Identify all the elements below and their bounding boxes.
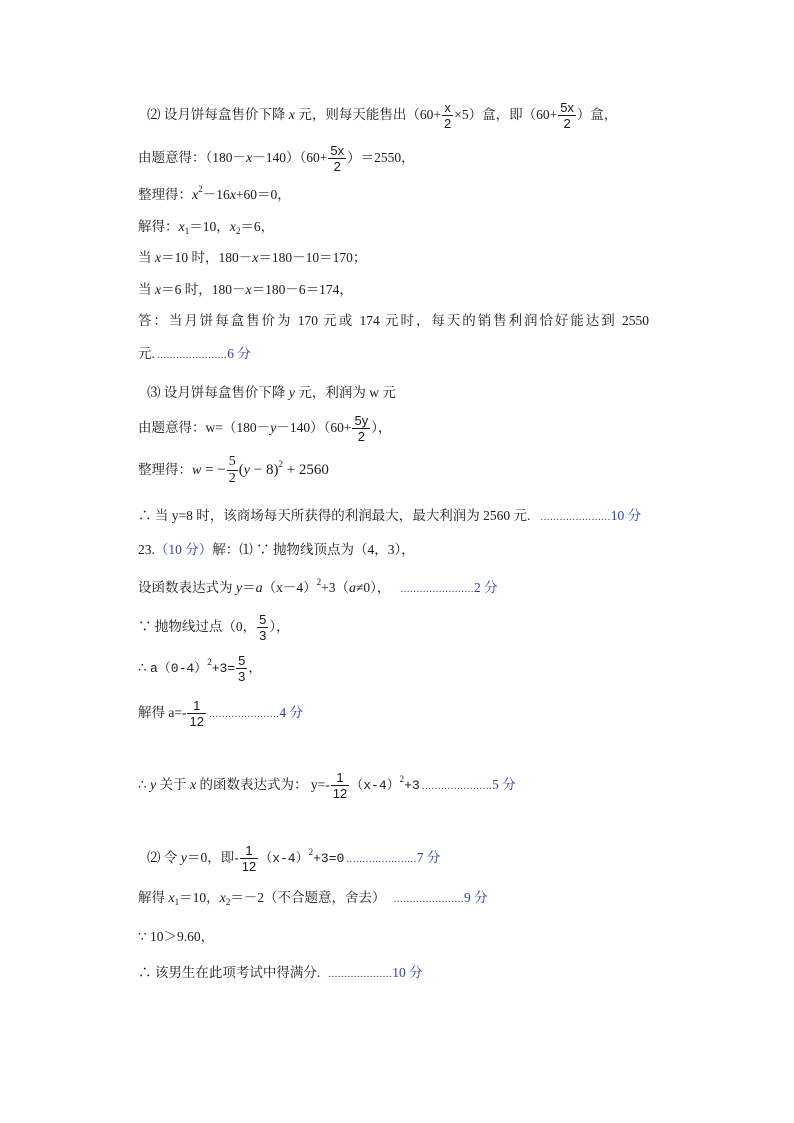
text: ∴ (138, 660, 150, 675)
superscript: 2 (207, 657, 212, 667)
subscript: 2 (225, 897, 231, 907)
variable: a (348, 581, 356, 596)
fraction-numerator: 1 (187, 699, 205, 714)
score-dots: ...................... (208, 708, 280, 720)
text: ＝ (242, 580, 256, 595)
formula (192, 454, 329, 487)
text: ＝10 时，180－ (161, 250, 253, 265)
text: 设函数表达式为 (138, 580, 236, 595)
q22-part3-setup (147, 377, 396, 409)
answer-text: 答：当月饼每盒售价为 170 元或 174 元时，每天的销售利润恰好能达到 2550 (138, 313, 649, 328)
variable: x (154, 251, 162, 266)
q23-part2-setup (147, 842, 440, 874)
q22-part3-equation (138, 412, 391, 444)
score-dots: .................... (328, 968, 393, 980)
fraction-denominator: 3 (259, 628, 267, 644)
text: －140）（60+ (276, 420, 352, 435)
q22-part2-simplified (138, 179, 291, 211)
variable: x (168, 891, 175, 906)
score-dots: ...................... (393, 893, 464, 905)
text: （x－4） (262, 580, 317, 595)
fraction-numerator: 5 (238, 653, 246, 669)
text: ×5）盒，即（60+ (454, 107, 558, 122)
q23-part2-conclusion (138, 957, 423, 989)
q23-part2-roots (138, 882, 488, 914)
variable: a (255, 581, 263, 596)
fraction (328, 144, 346, 173)
expression: （x-4） (350, 778, 400, 793)
text: ）盒， (576, 107, 618, 122)
fraction-numerator: 1 (240, 844, 258, 859)
operator: = − (201, 462, 226, 478)
variable: w (192, 463, 202, 478)
q23-part1-solve-a (138, 697, 303, 729)
fraction-denominator: 2 (228, 471, 236, 487)
text: 解得 (138, 890, 169, 905)
superscript: 2 (278, 459, 283, 469)
fraction (352, 414, 370, 443)
text: 元. (138, 346, 155, 361)
text: ＝10， (189, 219, 230, 234)
variable: y (235, 581, 243, 596)
q22-part2-case-6 (138, 274, 353, 306)
fraction-denominator: 12 (189, 714, 204, 730)
fraction-numerator: 5 (259, 612, 267, 628)
text: ∵ 10＞9.60， (138, 929, 215, 944)
text: ＝6， (240, 219, 275, 234)
text: − 8) (249, 462, 279, 478)
fraction-denominator: 3 (238, 669, 246, 685)
score-label: 4 分 (279, 705, 303, 720)
text: 设月饼每盒售价下降 (160, 107, 289, 122)
fraction (442, 101, 453, 130)
variable: x (246, 151, 253, 166)
variable: x (252, 251, 259, 266)
subscript: 2 (235, 226, 241, 236)
text: + 2560 (282, 462, 329, 478)
fraction-denominator: 2 (563, 116, 571, 132)
text: 解：⑴ ∵ 抛物线顶点为（4，3）， (212, 542, 415, 557)
part-label: ⑶ (147, 385, 161, 400)
question-number: 23. (138, 542, 155, 557)
paren: ( (238, 462, 244, 478)
variable: x (245, 283, 252, 298)
text: ＝180－6＝174， (251, 282, 353, 297)
text: 设月饼每盒售价下降 (160, 385, 289, 400)
subscript: 1 (184, 226, 190, 236)
fraction-numerator: 5y (354, 413, 369, 429)
q22-part2-answer-end (138, 338, 251, 370)
variable: x (189, 778, 197, 793)
q22-part3-conclusion (138, 500, 641, 532)
score-label: 2 分 (474, 580, 498, 595)
score-dots: ...................... (346, 853, 417, 865)
text: ∵ 抛物线过点（0， (138, 619, 257, 634)
text: ⑵ 令 (147, 850, 181, 865)
variable: x (178, 220, 185, 235)
score-dots: ...................... (421, 780, 493, 792)
fraction-denominator: 12 (332, 786, 348, 802)
variable: y (149, 778, 157, 793)
text: ）＝2550， (347, 150, 415, 165)
text: 由题意得：w=（180－ (138, 420, 271, 435)
q23-part1-point (138, 611, 290, 643)
score-label: 7 分 (416, 850, 441, 865)
q23-part1-form (138, 572, 498, 604)
fraction-numerator: 5 (228, 454, 236, 470)
expression: a（0-4） (149, 661, 208, 676)
score-dots: ...................... (156, 349, 228, 361)
superscript: 2 (316, 577, 322, 587)
text: 关于 (156, 777, 190, 792)
text: 解得： (138, 219, 179, 234)
fraction (558, 101, 576, 130)
text: +3（ (321, 580, 349, 595)
variable: y (180, 851, 187, 866)
text: ＝10， (179, 890, 220, 905)
text: －140）（60+ (252, 150, 328, 165)
superscript: 2 (308, 847, 314, 857)
q22-part2-answer (138, 305, 649, 337)
q23-header (138, 534, 415, 566)
text: 整理得： (138, 462, 192, 477)
variable: y (288, 386, 295, 401)
variable: x (229, 188, 236, 203)
variable: x (219, 891, 226, 906)
score-label: 6 分 (227, 346, 251, 361)
text: 的函数表达式为： y=- (196, 777, 330, 792)
variable: x (288, 108, 295, 123)
part-label: ⑵ (147, 107, 161, 122)
text: ＝－2（不合题意，舍去） (230, 890, 386, 905)
superscript: 2 (198, 184, 203, 194)
fraction-denominator: 2 (443, 116, 452, 132)
text: +60＝0， (235, 187, 291, 202)
text: 元，利润为 w 元 (294, 385, 396, 400)
score-label: 10 分 (610, 508, 642, 523)
q22-part2-equation (138, 142, 415, 174)
score-label: 5 分 (492, 777, 516, 792)
fraction (236, 654, 247, 683)
text: ∴ 该男生在此项考试中得满分. (138, 965, 321, 980)
fraction (331, 771, 349, 800)
q23-part1-result (138, 769, 516, 801)
text: ）， (269, 619, 290, 634)
fraction (240, 844, 258, 873)
expression: （x-4） (259, 851, 309, 866)
fraction-numerator: 5x (560, 100, 574, 116)
text: ≠0）， (355, 580, 391, 595)
text: ＝180－10＝170； (258, 250, 367, 265)
score-label: 9 分 (463, 890, 488, 905)
q22-part2-case-10 (138, 242, 366, 274)
text: ∴ (138, 777, 150, 792)
expression: +3=0 (313, 851, 345, 866)
text: ∴ 当 y=8 时，该商场每天所获得的利润最大，最大利润为 2560 元. (138, 508, 531, 523)
q23-part2-compare (138, 921, 214, 953)
text: ）， (371, 420, 392, 435)
superscript: 2 (399, 774, 405, 784)
fraction-numerator: x (442, 101, 453, 116)
text: 由题意得：（180－ (138, 150, 246, 165)
text: 元，则每天能售出（60+ (294, 107, 441, 122)
fraction (227, 455, 238, 486)
text: 当 (138, 282, 155, 297)
q22-part2-setup (147, 99, 617, 131)
question-points: （10 分） (154, 542, 213, 557)
score-label: 10 分 (392, 965, 423, 980)
expression: +3 (404, 778, 420, 793)
fraction-denominator: 2 (357, 429, 365, 445)
q22-part2-roots (138, 211, 274, 243)
text: 解得 a=- (138, 705, 187, 720)
fraction-numerator: 5x (330, 143, 345, 159)
variable: x (154, 283, 162, 298)
text: ， (248, 660, 262, 675)
subscript: 1 (174, 897, 180, 907)
q22-part3-vertex-form (138, 454, 329, 486)
q23-part1-substitute (138, 652, 262, 684)
fraction (257, 613, 268, 642)
variable: y (270, 421, 277, 436)
fraction (187, 699, 205, 728)
text: 当 (138, 250, 155, 265)
fraction-denominator: 2 (333, 159, 341, 175)
variable: x (229, 220, 236, 235)
expression: +3= (211, 661, 236, 676)
fraction-numerator: 1 (331, 771, 349, 786)
text: ＝6 时，180－ (161, 282, 246, 297)
text: 整理得： (138, 187, 192, 202)
fraction-denominator: 12 (241, 859, 257, 875)
text: －16 (202, 187, 230, 202)
score-dots: ...................... (540, 511, 611, 523)
variable: y (243, 463, 250, 478)
text: ＝0，即- (186, 850, 239, 865)
score-dots: ....................... (400, 583, 474, 595)
variable: x (192, 188, 199, 203)
